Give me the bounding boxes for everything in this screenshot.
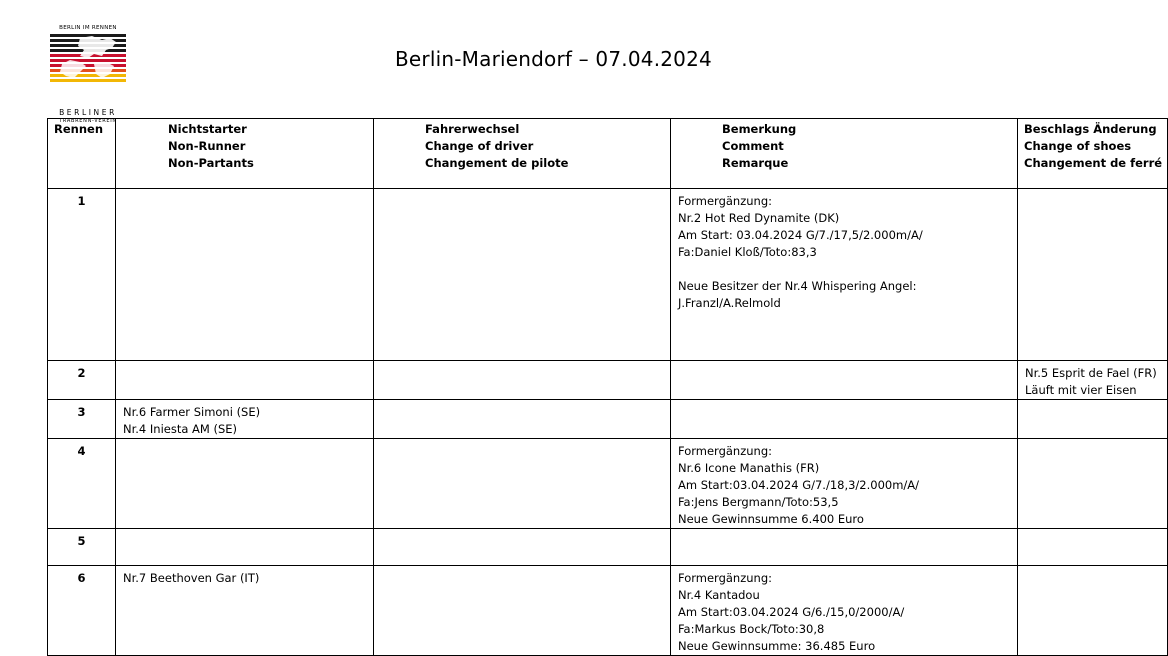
header-beschlag (1018, 119, 1168, 189)
cell-line: Nr.6 Farmer Simoni (SE) (123, 405, 261, 419)
cell-nichtstarter (116, 189, 374, 361)
header-line: Comment (722, 139, 784, 153)
cell-line (678, 261, 1017, 278)
cell-line: Nr.2 Hot Red Dynamite (DK) (678, 211, 840, 225)
cell-nichtstarter (116, 361, 374, 400)
cell-fahrerwechsel (374, 529, 671, 566)
cell-beschlag (1018, 529, 1168, 566)
header-line: Rennen (54, 122, 104, 136)
cell-fahrerwechsel (374, 439, 671, 529)
cell-beschlag (1018, 361, 1168, 400)
header-line: Change of shoes (1024, 139, 1132, 153)
cell-bemerkung (671, 439, 1018, 529)
header-line: Changement de pilote (425, 156, 569, 170)
header-fahrerwechsel (374, 119, 671, 189)
cell-rennen: 5 (48, 529, 116, 566)
logo-brand: BERLINER (59, 108, 117, 117)
cell-bemerkung (671, 529, 1018, 566)
cell-beschlag (1018, 439, 1168, 529)
cell-rennen: 2 (48, 361, 116, 400)
cell-rennen: 1 (48, 189, 116, 361)
logo-top-text: BERLIN IM RENNEN (59, 25, 117, 31)
header-line: Bemerkung (722, 122, 797, 136)
header-line: Non-Partants (168, 156, 254, 170)
cell-line: Fa:Daniel Kloß/Toto:83,3 (678, 245, 817, 259)
header-line: Change of driver (425, 139, 534, 153)
cell-fahrerwechsel (374, 189, 671, 361)
logo-stripes-horses-icon (50, 34, 126, 110)
cell-fahrerwechsel (374, 361, 671, 400)
cell-beschlag (1018, 400, 1168, 439)
table-row (48, 189, 1168, 361)
cell-line: Fa:Markus Bock/Toto:30,8 (678, 622, 825, 636)
cell-bemerkung (671, 566, 1018, 656)
page-title: Berlin-Mariendorf – 07.04.2024 (395, 47, 712, 71)
cell-bemerkung (671, 361, 1018, 400)
header-nichtstarter (116, 119, 374, 189)
cell-line: Nr.4 Iniesta AM (SE) (123, 422, 238, 436)
cell-line: Nr.5 Esprit de Fael (FR) (1025, 366, 1157, 380)
cell-line: Neue Gewinnsumme 6.400 Euro (678, 512, 864, 526)
cell-line: Neue Besitzer der Nr.4 Whispering Angel: (678, 279, 917, 293)
cell-bemerkung (671, 189, 1018, 361)
cell-rennen: 3 (48, 400, 116, 439)
cell-fahrerwechsel (374, 400, 671, 439)
cell-line: Formergänzung: (678, 194, 772, 208)
cell-nichtstarter (116, 400, 374, 439)
table-row (48, 361, 1168, 400)
race-changes-table (47, 118, 1168, 656)
cell-beschlag (1018, 566, 1168, 656)
cell-line: Neue Gewinnsumme: 36.485 Euro (678, 639, 876, 653)
header-line: Non-Runner (168, 139, 246, 153)
logo-berliner-trabrenn-verein (50, 25, 128, 124)
cell-beschlag (1018, 189, 1168, 361)
table-body (48, 189, 1168, 656)
cell-line: Am Start:03.04.2024 G/7./18,3/2.000m/A/ (678, 478, 920, 492)
cell-bemerkung (671, 400, 1018, 439)
header-line: Remarque (722, 156, 789, 170)
header-bemerkung (671, 119, 1018, 189)
cell-line: Läuft mit vier Eisen (1025, 383, 1137, 397)
cell-fahrerwechsel (374, 566, 671, 656)
header-line: Fahrerwechsel (425, 122, 520, 136)
header-rennen (48, 119, 116, 189)
cell-nichtstarter (116, 529, 374, 566)
cell-rennen: 4 (48, 439, 116, 529)
cell-line: Nr.4 Kantadou (678, 588, 760, 602)
cell-rennen: 6 (48, 566, 116, 656)
cell-nichtstarter (116, 439, 374, 529)
table-header-row (48, 119, 1168, 189)
header-line: Nichtstarter (168, 122, 247, 136)
header-line: Changement de ferré (1024, 156, 1163, 170)
cell-line: J.Franzl/A.Relmold (678, 296, 781, 310)
header-line: Beschlags Änderung (1024, 122, 1157, 136)
cell-line: Nr.6 Icone Manathis (FR) (678, 461, 820, 475)
logo-subtitle: TRABRENN-VEREIN (59, 118, 117, 124)
cell-line: Am Start: 03.04.2024 G/7./17,5/2.000m/A/ (678, 228, 923, 242)
table-row (48, 529, 1168, 566)
cell-line: Formergänzung: (678, 571, 772, 585)
table-row (48, 566, 1168, 656)
cell-nichtstarter (116, 566, 374, 656)
table-row (48, 439, 1168, 529)
table-row (48, 400, 1168, 439)
cell-line: Am Start:03.04.2024 G/6./15,0/2000/A/ (678, 605, 905, 619)
cell-line: Nr.7 Beethoven Gar (IT) (123, 571, 260, 585)
cell-line: Fa:Jens Bergmann/Toto:53,5 (678, 495, 839, 509)
cell-line: Formergänzung: (678, 444, 772, 458)
